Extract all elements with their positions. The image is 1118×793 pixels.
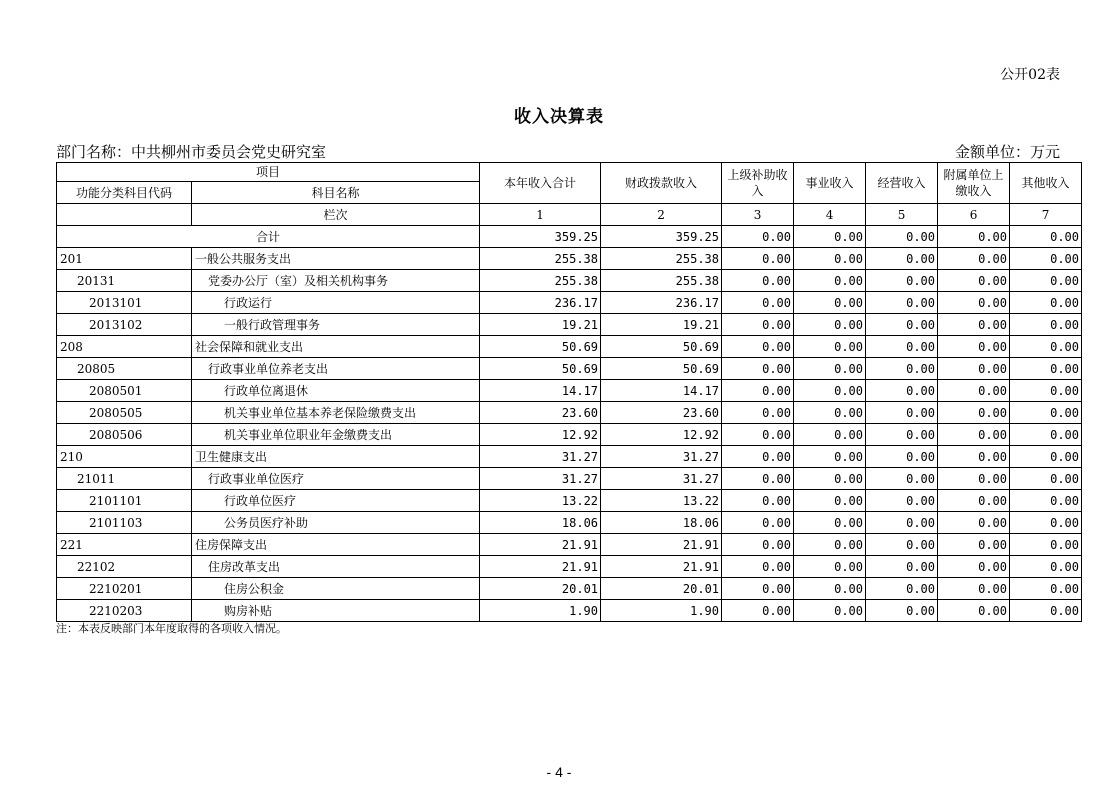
row-value: 0.00 — [1010, 446, 1082, 468]
row-value: 0.00 — [722, 556, 794, 578]
table-row — [57, 600, 1082, 622]
row-value: 0.00 — [938, 292, 1010, 314]
row-value: 21.91 — [480, 556, 601, 578]
row-code: 20805 — [57, 358, 192, 380]
row-value: 20.01 — [601, 578, 722, 600]
row-value: 0.00 — [938, 380, 1010, 402]
row-value: 0.00 — [1010, 424, 1082, 446]
row-value: 0.00 — [866, 336, 938, 358]
page-title: 收入决算表 — [514, 107, 604, 127]
col-num-3: 3 — [722, 204, 794, 226]
table-row — [57, 424, 1082, 446]
table-row — [57, 380, 1082, 402]
table-row — [57, 270, 1082, 292]
row-value: 14.17 — [480, 380, 601, 402]
table-note: 注：本表反映部门本年度取得的各项收入情况。 — [56, 622, 287, 635]
row-value: 50.69 — [480, 336, 601, 358]
row-value: 13.22 — [601, 490, 722, 512]
row-value: 50.69 — [480, 358, 601, 380]
table-row — [57, 534, 1082, 556]
row-value: 0.00 — [1010, 578, 1082, 600]
header-row-1 — [57, 163, 1082, 182]
total-value: 359.25 — [480, 226, 601, 248]
row-code: 2080501 — [57, 380, 192, 402]
row-code: 2101101 — [57, 490, 192, 512]
row-name: 机关事业单位职业年金缴费支出 — [192, 424, 480, 446]
row-value: 21.91 — [601, 534, 722, 556]
row-value: 50.69 — [601, 336, 722, 358]
row-value: 0.00 — [794, 468, 866, 490]
row-value: 23.60 — [601, 402, 722, 424]
header-col-business: 事业收入 — [794, 163, 866, 204]
row-value: 255.38 — [480, 270, 601, 292]
row-value: 0.00 — [794, 358, 866, 380]
row-value: 1.90 — [480, 600, 601, 622]
table-row — [57, 578, 1082, 600]
row-value: 0.00 — [938, 556, 1010, 578]
row-name: 公务员医疗补助 — [192, 512, 480, 534]
row-value: 12.92 — [480, 424, 601, 446]
header-index-row — [57, 204, 1082, 226]
row-value: 0.00 — [938, 424, 1010, 446]
row-value: 0.00 — [1010, 358, 1082, 380]
row-value: 0.00 — [722, 468, 794, 490]
row-value: 0.00 — [794, 424, 866, 446]
row-value: 0.00 — [794, 270, 866, 292]
table-row — [57, 402, 1082, 424]
header-col-superior: 上级补助收入 — [722, 163, 794, 204]
row-value: 0.00 — [866, 358, 938, 380]
row-name: 住房改革支出 — [192, 556, 480, 578]
row-name: 行政事业单位医疗 — [192, 468, 480, 490]
header-col-total: 本年收入合计 — [480, 163, 601, 204]
total-value: 0.00 — [722, 226, 794, 248]
row-value: 0.00 — [1010, 292, 1082, 314]
row-value: 0.00 — [866, 446, 938, 468]
row-value: 0.00 — [722, 380, 794, 402]
table-row — [57, 248, 1082, 270]
row-value: 0.00 — [866, 292, 938, 314]
row-value: 0.00 — [866, 468, 938, 490]
row-value: 0.00 — [866, 578, 938, 600]
row-value: 0.00 — [1010, 314, 1082, 336]
row-value: 0.00 — [794, 556, 866, 578]
row-value: 0.00 — [866, 600, 938, 622]
col-num-5: 5 — [866, 204, 938, 226]
row-value: 0.00 — [794, 512, 866, 534]
row-code: 2101103 — [57, 512, 192, 534]
row-value: 0.00 — [722, 358, 794, 380]
header-name: 科目名称 — [192, 182, 480, 204]
total-value: 0.00 — [938, 226, 1010, 248]
row-code: 201 — [57, 248, 192, 270]
row-value: 0.00 — [1010, 556, 1082, 578]
table-row — [57, 490, 1082, 512]
total-value: 0.00 — [1010, 226, 1082, 248]
row-value: 31.27 — [480, 446, 601, 468]
table-row — [57, 358, 1082, 380]
row-value: 0.00 — [1010, 270, 1082, 292]
row-code: 21011 — [57, 468, 192, 490]
row-value: 0.00 — [794, 446, 866, 468]
row-value: 0.00 — [794, 600, 866, 622]
col-num-6: 6 — [938, 204, 1010, 226]
row-name: 购房补贴 — [192, 600, 480, 622]
row-value: 0.00 — [866, 248, 938, 270]
amount-unit: 金额单位：万元 — [954, 143, 1060, 161]
row-value: 0.00 — [866, 424, 938, 446]
row-value: 50.69 — [601, 358, 722, 380]
row-value: 31.27 — [601, 446, 722, 468]
header-col-fiscal: 财政拨款收入 — [601, 163, 722, 204]
row-code: 20131 — [57, 270, 192, 292]
row-value: 0.00 — [722, 534, 794, 556]
row-name: 行政事业单位养老支出 — [192, 358, 480, 380]
header-col-other: 其他收入 — [1010, 163, 1082, 204]
total-value: 0.00 — [866, 226, 938, 248]
row-value: 0.00 — [938, 534, 1010, 556]
row-value: 0.00 — [866, 380, 938, 402]
row-code: 2080506 — [57, 424, 192, 446]
row-value: 0.00 — [794, 314, 866, 336]
row-value: 0.00 — [1010, 468, 1082, 490]
row-name: 党委办公厅（室）及相关机构事务 — [192, 270, 480, 292]
row-value: 0.00 — [722, 292, 794, 314]
row-value: 0.00 — [1010, 336, 1082, 358]
header-col-affiliated: 附属单位上缴收入 — [938, 163, 1010, 204]
total-row — [57, 226, 1082, 248]
row-value: 255.38 — [480, 248, 601, 270]
row-value: 0.00 — [722, 446, 794, 468]
table-row — [57, 336, 1082, 358]
row-name: 行政单位医疗 — [192, 490, 480, 512]
table-row — [57, 292, 1082, 314]
table-row — [57, 556, 1082, 578]
page-number: - 4 - — [546, 764, 572, 780]
row-value: 0.00 — [866, 402, 938, 424]
row-value: 0.00 — [1010, 248, 1082, 270]
row-value: 0.00 — [938, 578, 1010, 600]
table-row — [57, 314, 1082, 336]
row-value: 0.00 — [794, 380, 866, 402]
row-name: 行政运行 — [192, 292, 480, 314]
row-value: 14.17 — [601, 380, 722, 402]
row-code: 2013102 — [57, 314, 192, 336]
row-value: 0.00 — [722, 270, 794, 292]
row-value: 0.00 — [866, 314, 938, 336]
row-value: 20.01 — [480, 578, 601, 600]
row-value: 0.00 — [866, 512, 938, 534]
row-value: 236.17 — [480, 292, 601, 314]
row-value: 0.00 — [722, 248, 794, 270]
row-value: 21.91 — [480, 534, 601, 556]
row-value: 23.60 — [480, 402, 601, 424]
department-name: 部门名称：中共柳州市委员会党史研究室 — [56, 143, 327, 161]
row-value: 0.00 — [794, 578, 866, 600]
col-num-1: 1 — [480, 204, 601, 226]
row-value: 19.21 — [480, 314, 601, 336]
header-col-operating: 经营收入 — [866, 163, 938, 204]
row-value: 31.27 — [601, 468, 722, 490]
row-value: 0.00 — [938, 600, 1010, 622]
row-value: 0.00 — [794, 292, 866, 314]
row-value: 0.00 — [938, 490, 1010, 512]
col-num-4: 4 — [794, 204, 866, 226]
row-value: 0.00 — [866, 490, 938, 512]
row-value: 0.00 — [794, 248, 866, 270]
row-value: 0.00 — [722, 512, 794, 534]
row-value: 13.22 — [480, 490, 601, 512]
total-value: 359.25 — [601, 226, 722, 248]
row-name: 住房公积金 — [192, 578, 480, 600]
form-number: 公开02表 — [1000, 67, 1060, 83]
row-name: 卫生健康支出 — [192, 446, 480, 468]
table-row — [57, 512, 1082, 534]
row-code: 2013101 — [57, 292, 192, 314]
row-value: 0.00 — [722, 402, 794, 424]
row-value: 0.00 — [794, 490, 866, 512]
row-value: 18.06 — [601, 512, 722, 534]
row-value: 0.00 — [722, 336, 794, 358]
row-value: 0.00 — [938, 446, 1010, 468]
row-value: 0.00 — [722, 578, 794, 600]
row-value: 0.00 — [722, 490, 794, 512]
row-name: 社会保障和就业支出 — [192, 336, 480, 358]
index-blank — [57, 204, 192, 226]
row-value: 21.91 — [601, 556, 722, 578]
col-num-2: 2 — [601, 204, 722, 226]
header-code: 功能分类科目代码 — [57, 182, 192, 204]
row-value: 0.00 — [722, 314, 794, 336]
row-value: 0.00 — [938, 270, 1010, 292]
row-value: 1.90 — [601, 600, 722, 622]
row-value: 31.27 — [480, 468, 601, 490]
row-value: 0.00 — [1010, 402, 1082, 424]
row-value: 18.06 — [480, 512, 601, 534]
row-value: 236.17 — [601, 292, 722, 314]
header-col-index: 栏次 — [192, 204, 480, 226]
row-code: 22102 — [57, 556, 192, 578]
row-name: 住房保障支出 — [192, 534, 480, 556]
row-value: 0.00 — [722, 600, 794, 622]
row-value: 0.00 — [866, 534, 938, 556]
row-value: 0.00 — [938, 402, 1010, 424]
table-row — [57, 446, 1082, 468]
income-table — [56, 162, 1082, 622]
row-name: 机关事业单位基本养老保险缴费支出 — [192, 402, 480, 424]
table-row — [57, 468, 1082, 490]
row-value: 0.00 — [938, 314, 1010, 336]
header-item: 项目 — [57, 163, 480, 182]
row-value: 255.38 — [601, 248, 722, 270]
row-value: 0.00 — [722, 424, 794, 446]
row-value: 0.00 — [866, 556, 938, 578]
row-value: 0.00 — [794, 336, 866, 358]
row-value: 0.00 — [1010, 600, 1082, 622]
row-code: 221 — [57, 534, 192, 556]
row-value: 0.00 — [938, 468, 1010, 490]
row-value: 12.92 — [601, 424, 722, 446]
row-value: 0.00 — [866, 270, 938, 292]
row-code: 2210203 — [57, 600, 192, 622]
row-value: 0.00 — [794, 402, 866, 424]
total-label: 合计 — [57, 226, 480, 248]
row-code: 210 — [57, 446, 192, 468]
row-value: 0.00 — [1010, 490, 1082, 512]
row-value: 0.00 — [794, 534, 866, 556]
row-name: 行政单位离退休 — [192, 380, 480, 402]
row-value: 0.00 — [938, 248, 1010, 270]
row-name: 一般公共服务支出 — [192, 248, 480, 270]
row-code: 2210201 — [57, 578, 192, 600]
row-value: 0.00 — [1010, 380, 1082, 402]
row-value: 0.00 — [938, 358, 1010, 380]
row-value: 0.00 — [1010, 512, 1082, 534]
row-value: 19.21 — [601, 314, 722, 336]
row-name: 一般行政管理事务 — [192, 314, 480, 336]
row-value: 0.00 — [938, 512, 1010, 534]
col-num-7: 7 — [1010, 204, 1082, 226]
row-value: 255.38 — [601, 270, 722, 292]
row-value: 0.00 — [1010, 534, 1082, 556]
row-code: 2080505 — [57, 402, 192, 424]
total-value: 0.00 — [794, 226, 866, 248]
row-code: 208 — [57, 336, 192, 358]
row-value: 0.00 — [938, 336, 1010, 358]
